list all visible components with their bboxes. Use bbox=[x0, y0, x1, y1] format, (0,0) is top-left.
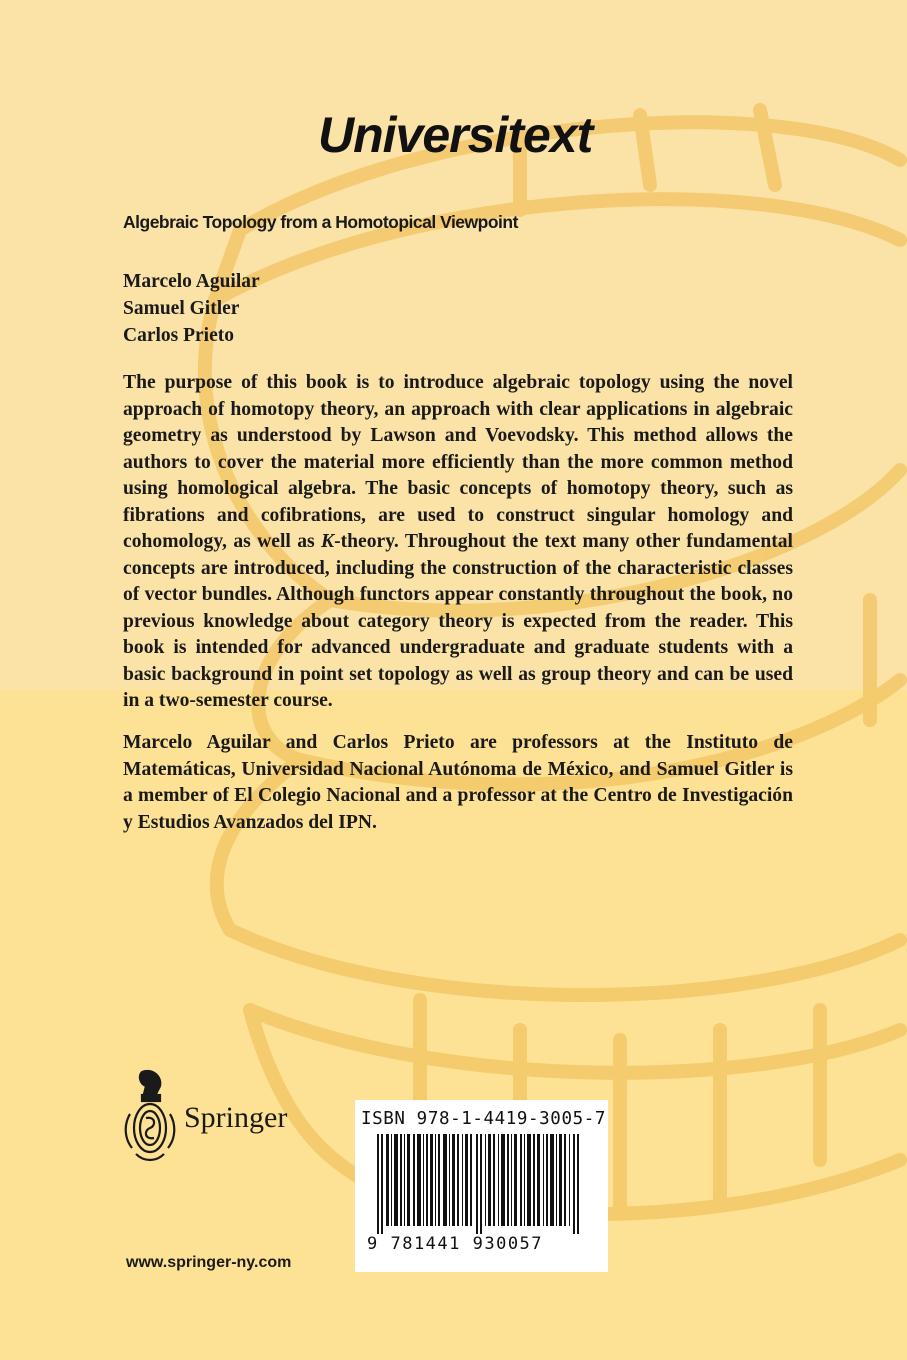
springer-knight-logo-icon bbox=[122, 1068, 178, 1168]
publisher-logo bbox=[122, 1068, 287, 1168]
book-description bbox=[123, 370, 793, 715]
k-theory-letter: K bbox=[321, 531, 335, 552]
isbn-barcode bbox=[355, 1100, 608, 1272]
publisher-name: Springer bbox=[184, 1101, 288, 1134]
series-title: Universitext bbox=[318, 107, 593, 163]
isbn-label: ISBN 978-1-4419-3005-7 bbox=[361, 1109, 606, 1129]
author-list bbox=[123, 268, 260, 349]
book-title: Algebraic Topology from a Homotopical Viewpoint bbox=[123, 212, 518, 232]
description-text: The purpose of this book is to introduce algebraic topology using the novel approach of homotopy theory, an approach with clear applications in algebraic geometry as understood by Lawson and Voevodsky. This method allows the authors to cover the material more efficiently than the more common method using homological algebra. The basic concepts of homotopy theory, such as fibrations and cofibrations, are used to construct singular homology and cohomology, as well as bbox=[123, 372, 793, 552]
barcode-icon bbox=[363, 1134, 601, 1234]
author-name: Samuel Gitler bbox=[123, 298, 240, 319]
author-name: Carlos Prieto bbox=[123, 325, 235, 346]
description-text: -theory. Throughout the text many other fundamental concepts are introduced, including the construction of the characteristic classes of vector bundles. Although functors appear constantly throughout the book, no previous knowledge about category theory is expected from the reader. This book is intended for advanced undergraduate and graduate students with a basic background in point set topology as well as group theory and can be used in a two-semester course. bbox=[123, 531, 793, 711]
publisher-url: www.springer-ny.com bbox=[126, 1254, 292, 1271]
barcode-number: 9 781441 930057 bbox=[367, 1234, 544, 1254]
author-name: Marcelo Aguilar bbox=[123, 271, 260, 292]
author-bio: Marcelo Aguilar and Carlos Prieto are professors at the Instituto de Matemáticas, Universidad Nacional Autónoma de México, and Samuel Gitler is a member of El Colegio Nacional and a professor at the Centro de Investigación y Estudios Avanzados del IPN. bbox=[123, 732, 793, 833]
